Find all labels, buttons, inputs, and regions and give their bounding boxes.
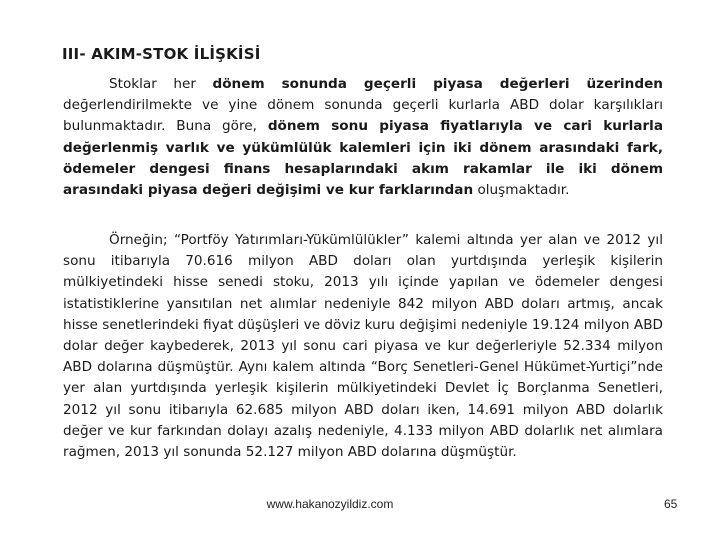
footer-url: www.hakanozyildiz.com (266, 497, 394, 511)
paragraph-example: Örneğin; “Portföy Yatırımları-Yükümlülükler” kalemi altında yer alan ve 2012 yıl sonu itibarıyla 70.616 milyon ABD doları olan yurtdışında yerleşik kişilerin mülkiyetindeki hisse senedi stoku, 2013 yılı içinde yapılan ve ödemeler dengesi istatistiklerine yansıtılan net alımlar nedeniyle 842 milyon ABD doları artmış, ancak hisse senetlerindeki fiyat düşüşleri ve döviz kuru değişimi nedeniyle 19.124 milyon ABD dolar değer kaybederek, 2013 yıl sonu cari piyasa ve kur değerleriyle 52.334 milyon ABD dolarına düşmüştür. Aynı kalem altında “Borç Senetleri-Genel Hükümet-Yurtiçi”nde yer alan yurtdışında yerleşik kişilerin mülkiyetindeki Devlet İç Borçlanma Senetleri, 2012 yıl sonu itibarıyla 62.685 milyon ABD doları iken, 14.691 milyon ABD dolarlık değer ve kur farkından dolayı azalış nedeniyle, 4.133 milyon ABD dolarlık net alımlara rağmen, 2013 yıl sonunda 52.127 milyon ABD dolarına düşmüştür. (63, 232, 663, 461)
section-heading: III- AKIM-STOK İLİŞKİSİ (62, 45, 261, 63)
paragraph-definition (63, 74, 663, 201)
paragraph-bold-segment: dönem sonunda geçerli piyasa değerleri üzerinden (212, 76, 663, 92)
paragraph-text-segment: Stoklar her (109, 76, 213, 92)
paragraph-text-segment: oluşmaktadır. (473, 182, 570, 199)
paragraph-text-segment: değerlendirilmekte ve yine dönem sonunda geçerli kurlarla ABD dolar karşılıkları bulunmaktadır. Buna göre, (63, 97, 663, 135)
page-number: 65 (664, 497, 678, 511)
paragraph-bold-segment: dönem sonu piyasa fiyatlarıyla ve cari kurlarla değerlenmiş varlık ve yükümlülük kalemleri için iki dönem arasındaki fark, ödemeler dengesi finans hesaplarındaki akım rakamlar ile iki dönem arasındaki piyasa değeri değişimi ve kur farklarından (63, 118, 663, 199)
